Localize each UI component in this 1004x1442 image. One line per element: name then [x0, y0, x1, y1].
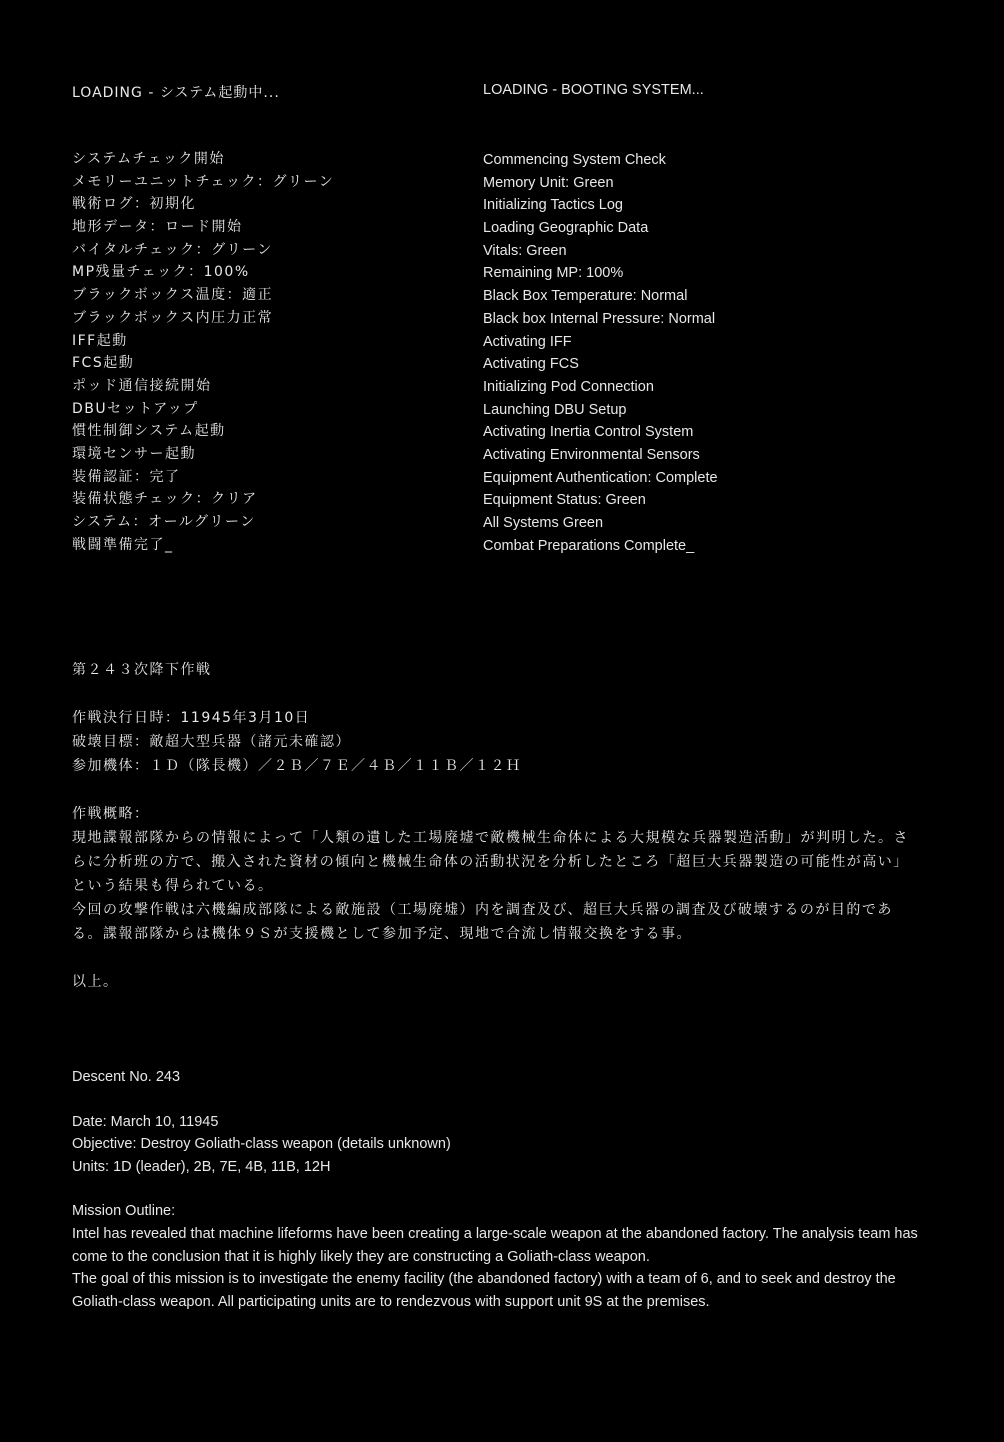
- check-item-jp: ブラックボックス内圧力正常: [72, 309, 274, 326]
- mission-briefing-jp: [72, 658, 917, 994]
- check-item-jp: メモリーユニットチェック：グリーン: [72, 173, 335, 190]
- check-item-jp: ブラックボックス温度：適正: [72, 287, 274, 304]
- check-item-jp: 地形データ：ロード開始: [72, 219, 243, 236]
- check-item-jp: DBUセットアップ: [72, 400, 199, 417]
- mission-title-jp: 第２４３次降下作戦: [72, 662, 212, 678]
- mission-outline-paragraph-jp: 今回の攻撃作戦は六機編成部隊による敵施設（工場廃墟）内を調査及び、超巨大兵器の調査及び破壊するのが目的である。諜報部隊からは機体９Ｓが支援機として参加予定、現地で合流し情報交換をする事。: [72, 902, 893, 942]
- mission-units-jp: 参加機体：１Ｄ（隊長機）／２Ｂ／７Ｅ／４Ｂ／１１Ｂ／１２Ｈ: [72, 758, 522, 774]
- check-item-jp: 環境センサー起動: [72, 445, 196, 462]
- check-item-jp: システムチェック開始: [72, 151, 225, 167]
- check-item-en: Activating FCS: [483, 356, 579, 373]
- check-item-en: Memory Unit: Green: [483, 174, 614, 191]
- mission-objective-jp: 破壊目標：敵超大型兵器（諸元未確認）: [72, 734, 351, 750]
- check-item-jp: IFF起動: [72, 332, 128, 349]
- check-item-en: Black box Internal Pressure: Normal: [483, 310, 716, 327]
- mission-closing-jp: 以上。: [72, 974, 119, 990]
- system-check-list-en: [483, 149, 718, 557]
- check-item-en: Remaining MP: 100%: [483, 265, 624, 282]
- mission-date-jp: 作戦決行日時：11945年3月10日: [72, 710, 311, 726]
- check-item-jp: 装備認証：完了: [72, 468, 181, 485]
- check-item-en: Combat Preparations Complete_: [483, 537, 695, 554]
- mission-outline-label-jp: 作戦概略：: [72, 806, 150, 822]
- check-item-jp: 慣性制御システム起動: [72, 423, 226, 440]
- check-item-jp: ポッド通信接続開始: [72, 377, 212, 394]
- mission-units-en: Units: 1D (leader), 2B, 7E, 4B, 11B, 12H: [72, 1158, 331, 1175]
- mission-outline-paragraph-en: The goal of this mission is to investigate the enemy facility (the abandoned factory) with a team of 6, and to seek and destroy the Goliath-class weapon. All participating units are to rendezvous with support unit 9S at the premises.: [72, 1271, 896, 1310]
- check-item-en: Vitals: Green: [483, 242, 567, 259]
- check-item-en: Commencing System Check: [483, 152, 666, 168]
- check-item-en: Initializing Tactics Log: [483, 197, 623, 214]
- mission-briefing-en: [72, 1066, 932, 1313]
- check-item-en: Activating Inertia Control System: [483, 424, 694, 441]
- check-item-en: Activating IFF: [483, 333, 572, 350]
- check-item-jp: 戦術ログ：初期化: [72, 196, 196, 213]
- check-item-jp: MP残量チェック：100%: [72, 264, 250, 281]
- check-item-en: Equipment Status: Green: [483, 492, 646, 509]
- check-item-jp: 戦闘準備完了_: [72, 536, 174, 553]
- mission-title-en: Descent No. 243: [72, 1069, 181, 1085]
- mission-outline-label-en: Mission Outline:: [72, 1203, 176, 1220]
- check-item-jp: バイタルチェック：グリーン: [72, 241, 273, 258]
- mission-date-en: Date: March 10, 11945: [72, 1113, 219, 1130]
- loading-header-en: LOADING - BOOTING SYSTEM...: [483, 82, 704, 98]
- system-check-list-jp: [72, 148, 334, 556]
- loading-header-jp: LOADING - システム起動中...: [72, 85, 280, 101]
- check-item-en: Launching DBU Setup: [483, 401, 627, 418]
- check-item-en: Black Box Temperature: Normal: [483, 288, 688, 305]
- check-item-jp: FCS起動: [72, 355, 135, 372]
- check-item-en: Activating Environmental Sensors: [483, 446, 700, 463]
- check-item-en: Equipment Authentication: Complete: [483, 469, 718, 486]
- mission-outline-paragraph-en: Intel has revealed that machine lifeforms have been creating a large-scale weapon at the abandoned factory. The analysis team has come to the conclusion that it is highly likely they are constructing a Goliath-class weapon.: [72, 1225, 918, 1265]
- check-item-en: Loading Geographic Data: [483, 220, 649, 237]
- mission-outline-paragraph-jp: 現地諜報部隊からの情報によって「人類の遺した工場廃墟で敵機械生命体による大規模な兵器製造活動」が判明した。さらに分析班の方で、搬入された資材の傾向と機械生命体の活動状況を分析したところ「超巨大兵器製造の可能性が高い」という結果も得られている。: [72, 830, 909, 894]
- check-item-jp: システム：オールグリーン: [72, 514, 256, 530]
- check-item-en: Initializing Pod Connection: [483, 378, 654, 395]
- mission-objective-en: Objective: Destroy Goliath-class weapon (details unknown): [72, 1136, 451, 1153]
- check-item-en: All Systems Green: [483, 515, 604, 531]
- check-item-jp: 装備状態チェック：クリア: [72, 491, 258, 508]
